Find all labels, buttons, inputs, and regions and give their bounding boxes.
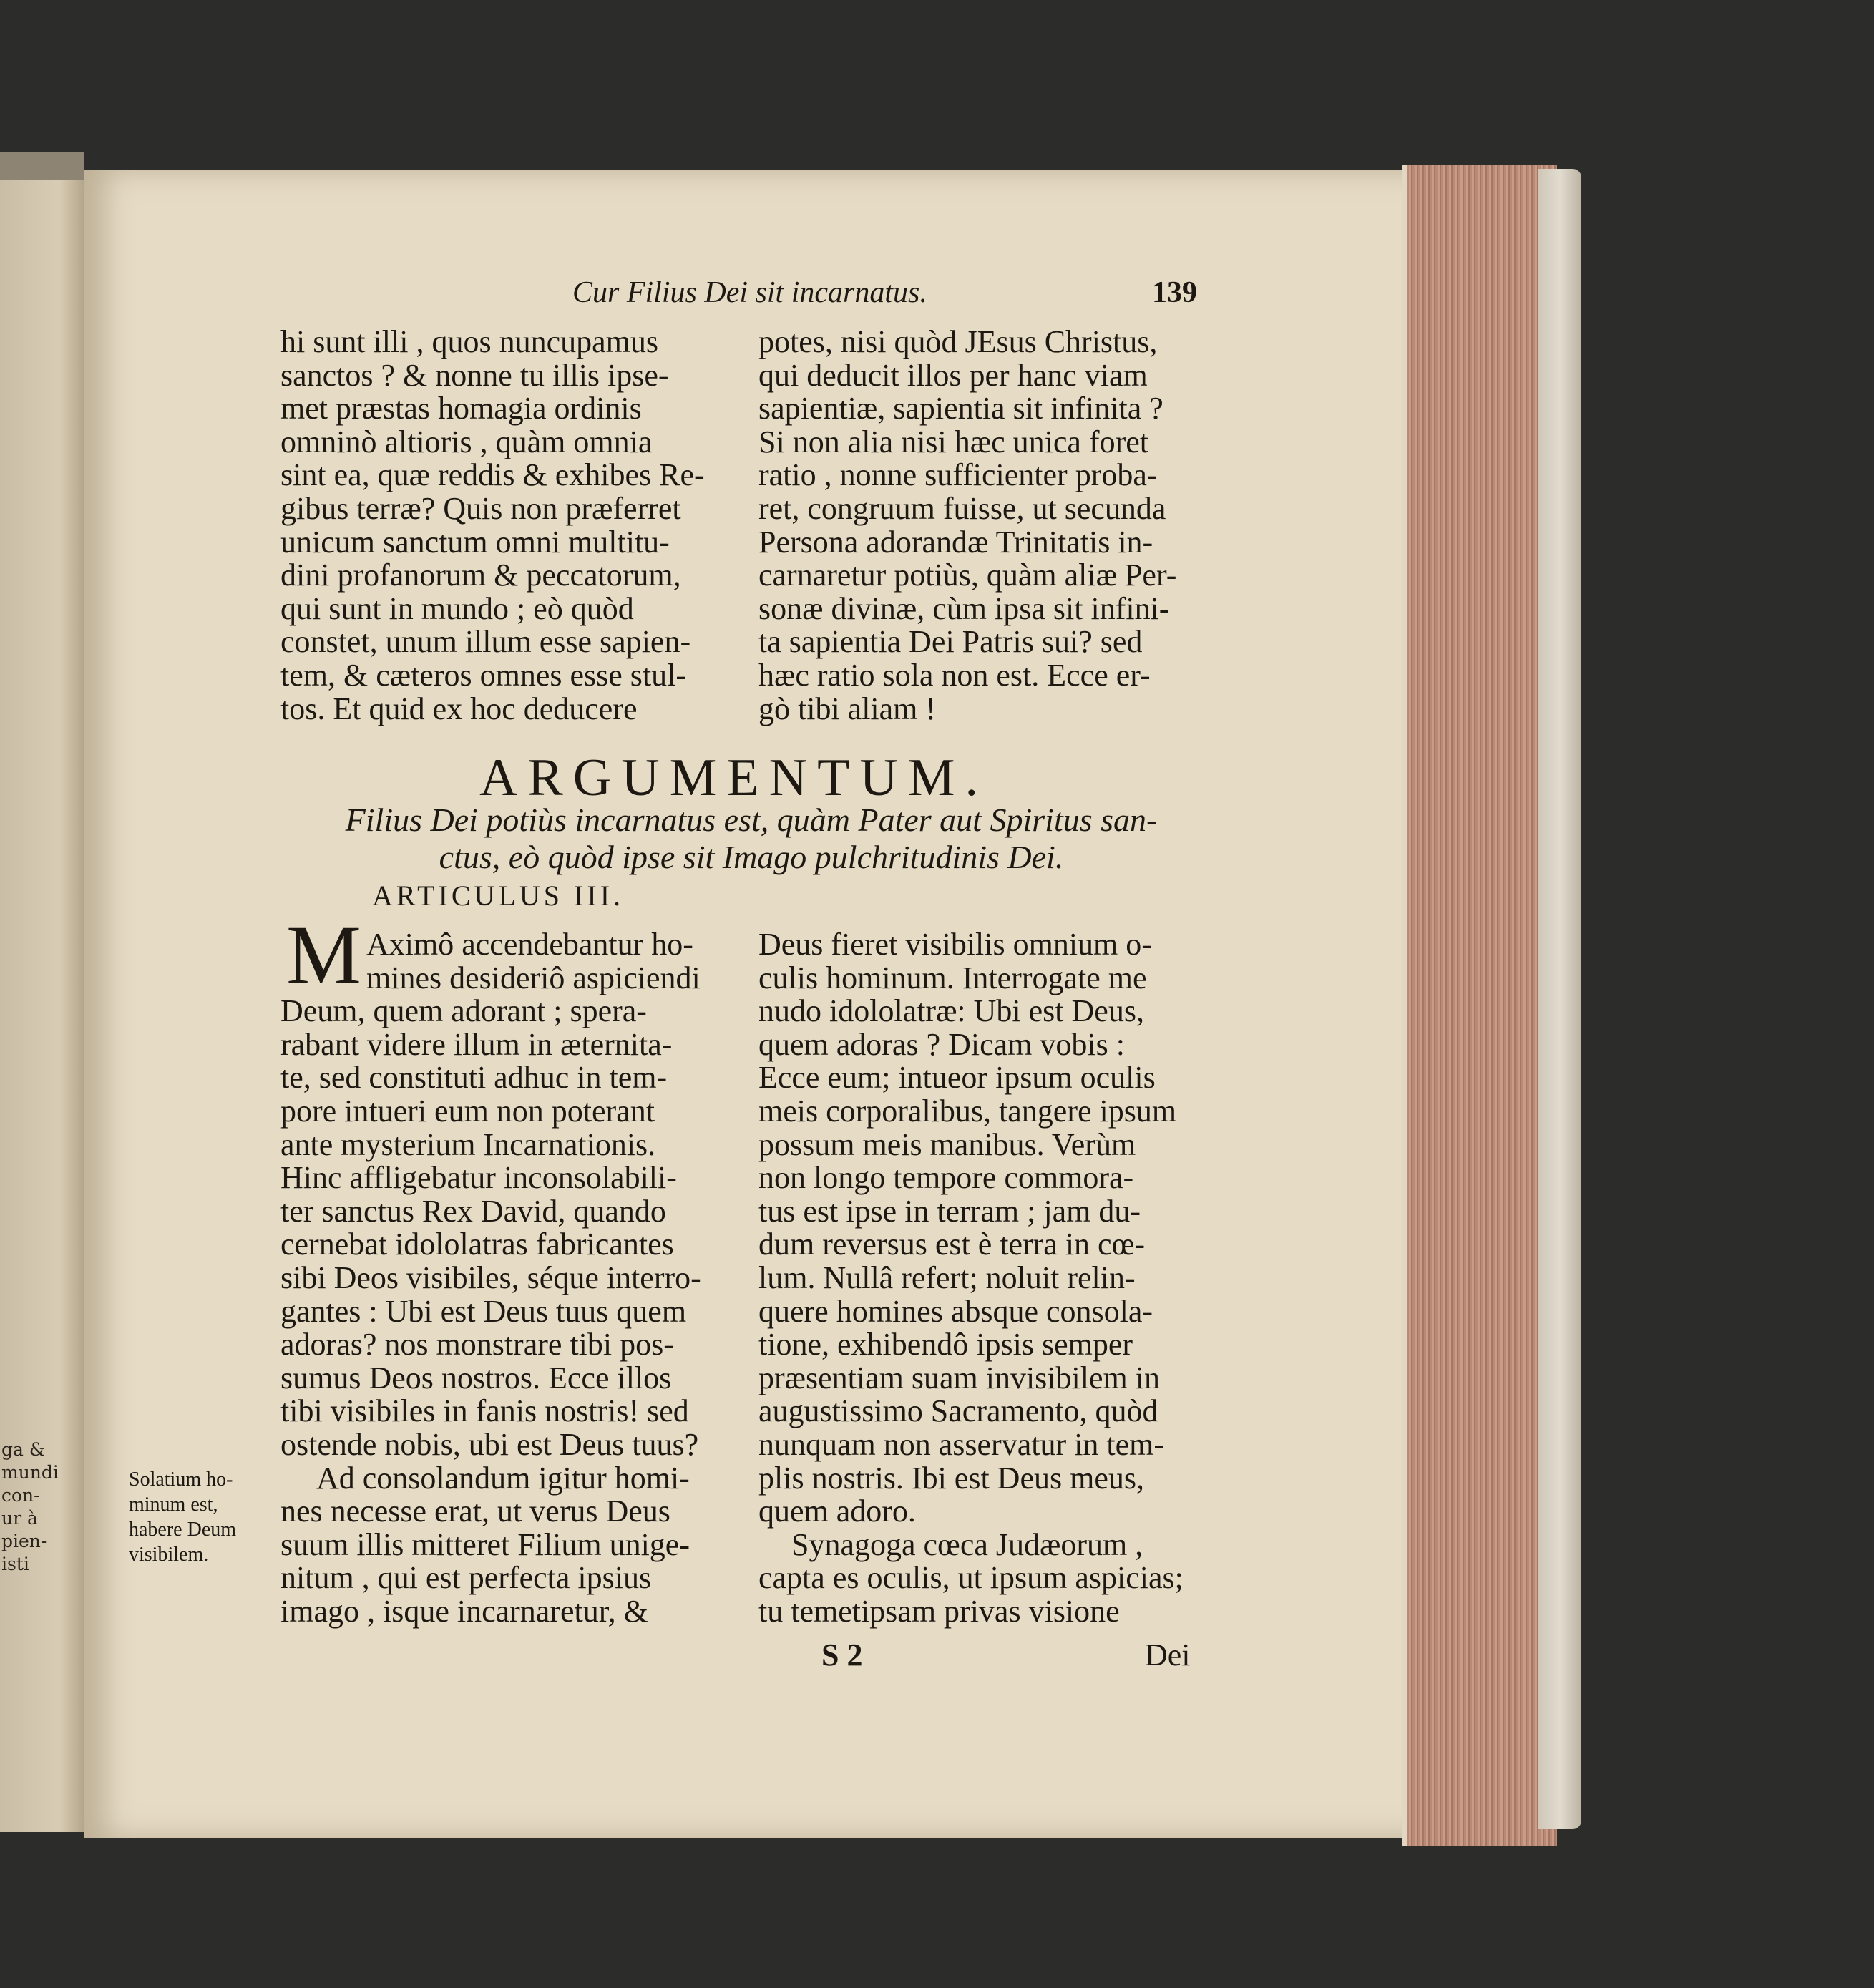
section-subtitle (286, 801, 1216, 876)
drop-cap: M (286, 908, 361, 1002)
text-line: sibi Deos visibiles, séque interro- (280, 1259, 701, 1295)
text-line: dum reversus est è terra in cœ- (758, 1227, 1146, 1262)
text-line: sumus Deos nostros. Ecce illos (280, 1360, 672, 1395)
text-line: sint ea, quæ reddis & exhibes Re- (280, 457, 705, 493)
book-cover-edge (1538, 169, 1581, 1829)
text-line: ter sanctus Rex David, quando (280, 1193, 666, 1229)
text-line: con- (1, 1485, 40, 1506)
text-line: adoras? nos monstrare tibi pos- (280, 1327, 674, 1363)
text-line: habere Deum (129, 1519, 237, 1541)
text-line: capta es oculis, ut ipsum aspicias; (758, 1560, 1184, 1596)
text-line: augustissimo Sacramento, quòd (758, 1393, 1158, 1429)
text-line: hi sunt illi , quos nuncupamus (280, 324, 658, 359)
bottom-left-column (280, 928, 701, 1628)
text-line: cernebat idololatras fabricantes (280, 1227, 674, 1262)
text-line: quem adoro. (758, 1494, 916, 1529)
text-line: gibus terræ? Quis non præferret (280, 490, 681, 526)
text-line: qui deducit illos per hanc viam (758, 357, 1148, 393)
text-line: ur à (1, 1508, 38, 1529)
text-line: mundi (1, 1462, 59, 1483)
top-right-column (758, 326, 1176, 726)
text-line: lum. Nullâ refert; noluit relin- (758, 1259, 1136, 1295)
text-line: Deus fieret visibilis omnium o- (758, 927, 1152, 962)
text-line: Ecce eum; intueor ipsum oculis (758, 1060, 1156, 1096)
text-line: carnaretur potiùs, quàm aliæ Per- (758, 557, 1177, 593)
text-line: Deum, quem adorant ; spera- (280, 993, 647, 1029)
text-line: Synagoga cœca Judæorum , (791, 1526, 1143, 1562)
text-line: gò tibi aliam ! (758, 691, 937, 726)
top-left-column (280, 326, 705, 726)
text-line: sonæ divinæ, cùm ipsa sit infini- (758, 590, 1170, 626)
previous-page (0, 157, 84, 1832)
text-line: visibilem. (129, 1544, 209, 1566)
catchword: Dei (1145, 1637, 1191, 1672)
text-line: possum meis manibus. Verùm (758, 1126, 1136, 1162)
text-line: Hinc affligebatur inconsolabili- (280, 1160, 677, 1196)
bottom-right-column (758, 928, 1184, 1628)
subtitle-line: ctus, eò quòd ipse sit Imago pulchritudinis Dei. (439, 839, 1064, 875)
text-line: Ad consolandum igitur homi- (316, 1460, 690, 1496)
text-line: tos. Et quid ex hoc deducere (280, 691, 638, 726)
text-line: plis nostris. Ibi est Deus meus, (758, 1460, 1144, 1496)
text-line: nitum , qui est perfecta ipsius (280, 1560, 652, 1596)
text-line: potes, nisi quòd JEsus Christus, (758, 324, 1158, 359)
text-line: tus est ipse in terram ; jam du- (758, 1193, 1141, 1229)
text-line: quem adoras ? Dicam vobis : (758, 1026, 1125, 1062)
text-line: isti (1, 1554, 29, 1574)
text-line: culis hominum. Interrogate me (758, 960, 1147, 995)
text-line: minum est, (129, 1494, 218, 1516)
text-line: te, sed constituti adhuc in tem- (280, 1060, 668, 1096)
margin-note (129, 1467, 236, 1567)
running-header: Cur Filius Dei sit incarnatus. (572, 276, 927, 309)
text-line: ostende nobis, ubi est Deus tuus? (280, 1426, 699, 1462)
previous-page-margin-note (1, 1438, 59, 1576)
text-line: imago , isque incarnaretur, & (280, 1593, 648, 1629)
text-line: constet, unum illum esse sapien- (280, 624, 691, 660)
text-line: nudo idololatræ: Ubi est Deus, (758, 993, 1144, 1029)
text-line: gantes : Ubi est Deus tuus quem (280, 1293, 687, 1329)
text-line: Aximô accendebantur ho- (366, 927, 693, 962)
text-line: quere homines absque consola- (758, 1293, 1153, 1329)
page-block-edge (1402, 165, 1557, 1846)
text-line: tione, exhibendô ipsis semper (758, 1327, 1133, 1363)
text-line: tibi visibiles in fanis nostris! sed (280, 1393, 689, 1429)
text-line: ret, congruum fuisse, ut secunda (758, 490, 1166, 526)
previous-page-edge (0, 152, 84, 180)
text-line: hæc ratio sola non est. Ecce er- (758, 657, 1151, 693)
text-line: rabant videre illum in æternita- (280, 1026, 673, 1062)
text-line: meis corporalibus, tangere ipsum (758, 1093, 1177, 1129)
text-line: præsentiam suam invisibilem in (758, 1360, 1160, 1395)
article-label: ARTICULUS III. (372, 880, 625, 912)
text-line: ga & (1, 1439, 46, 1460)
text-line: mines desideriô aspiciendi (366, 960, 701, 995)
section-heading: ARGUMENTUM. (479, 749, 989, 807)
signature-mark: S 2 (821, 1637, 863, 1672)
text-line: pore intueri eum non poterant (280, 1093, 655, 1129)
text-line: qui sunt in mundo ; eò quòd (280, 590, 634, 626)
text-line: Persona adorandæ Trinitatis in- (758, 524, 1153, 560)
text-line: Si non alia nisi hæc unica foret (758, 424, 1148, 459)
text-line: sanctos ? & nonne tu illis ipse- (280, 357, 669, 393)
text-line: suum illis mitteret Filium unige- (280, 1526, 690, 1562)
text-line: sapientiæ, sapientia sit infinita ? (758, 391, 1163, 427)
page-number: 139 (1152, 276, 1197, 309)
text-line: nes necesse erat, ut verus Deus (280, 1494, 670, 1529)
text-line: ta sapientia Dei Patris sui? sed (758, 624, 1143, 660)
text-line: met præstas homagia ordinis (280, 391, 642, 427)
text-line: Solatium ho- (129, 1468, 233, 1491)
text-line: omninò altioris , quàm omnia (280, 424, 653, 459)
subtitle-line: Filius Dei potiùs incarnatus est, quàm Pater aut Spiritus san- (345, 801, 1158, 838)
text-line: unicum sanctum omni multitu- (280, 524, 670, 560)
text-line: nunquam non asservatur in tem- (758, 1426, 1164, 1462)
text-line: tem, & cæteros omnes esse stul- (280, 657, 687, 693)
text-line: ratio , nonne sufficienter proba- (758, 457, 1158, 493)
text-line: tu temetipsam privas visione (758, 1593, 1120, 1629)
text-line: ante mysterium Incarnationis. (280, 1126, 656, 1162)
text-line: non longo tempore commora- (758, 1160, 1134, 1196)
text-line: pien- (1, 1531, 47, 1551)
text-line: dini profanorum & peccatorum, (280, 557, 681, 593)
